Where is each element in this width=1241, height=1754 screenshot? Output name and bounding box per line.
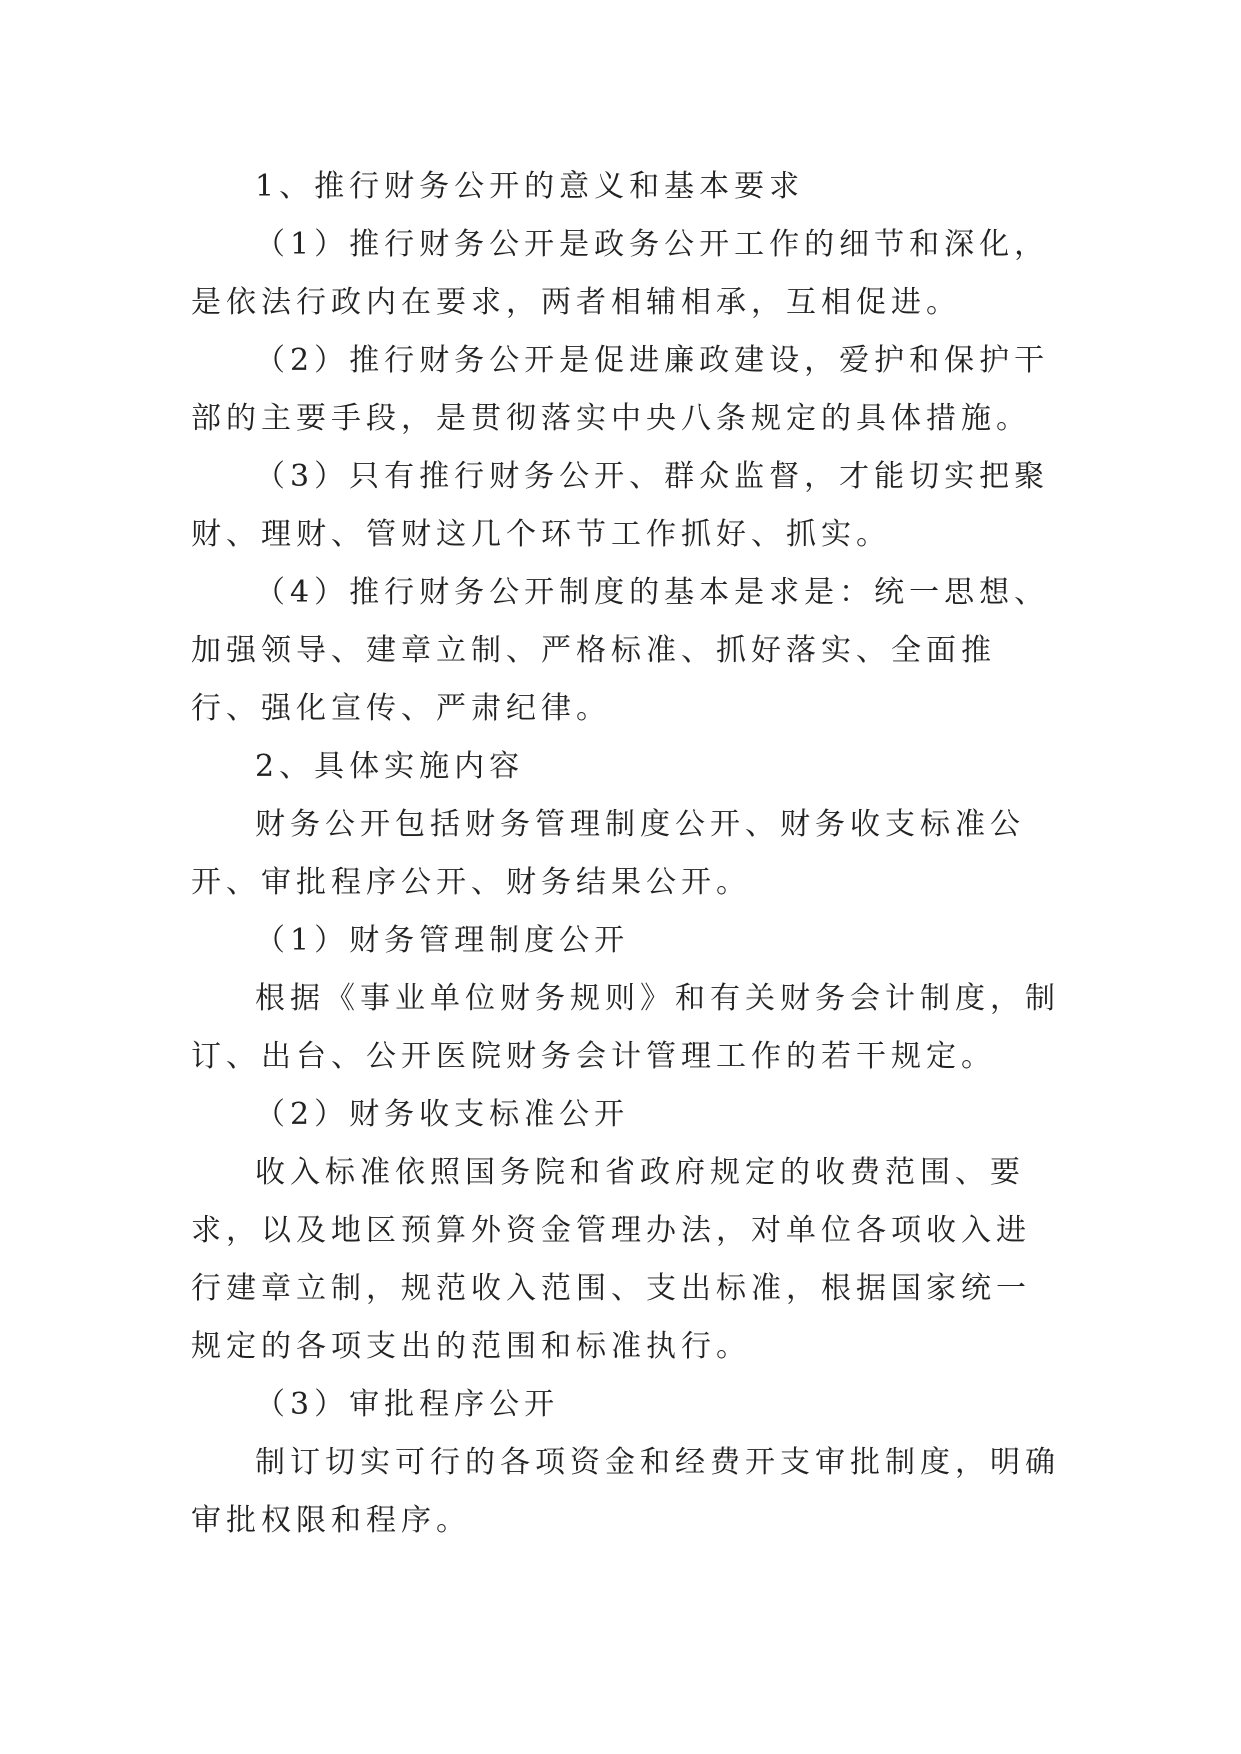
paragraph-point-3: （3）只有推行财务公开、群众监督，才能切实把聚财、理财、管财这几个环节工作抓好、抓实。 <box>191 459 1050 552</box>
paragraph-point-2: （2）推行财务公开是促进廉政建设，爱护和保护干部的主要手段，是贯彻落实中央八条规定的具体措施。 <box>191 343 1050 436</box>
paragraph-scope: 财务公开包括财务管理制度公开、财务收支标准公开、审批程序公开、财务结果公开。 <box>191 807 1025 900</box>
paragraph-income-expense-standards: 收入标准依照国务院和省政府规定的收费范围、要求，以及地区预算外资金管理办法，对单位各项收入进行建章立制，规范收入范围、支出标准，根据国家统一规定的各项支出的范围和标准执行。 <box>191 1155 1031 1364</box>
paragraph-point-1: （1）推行财务公开是政务公开工作的细节和深化，是依法行政内在要求，两者相辅相承，互相促进。 <box>191 227 1050 320</box>
paragraph-approval-procedure: 制订切实可行的各项资金和经费开支审批制度，明确审批权限和程序。 <box>191 1445 1060 1538</box>
document-body <box>191 158 1061 1550</box>
subheading-management-system: （1）财务管理制度公开 <box>255 923 630 958</box>
subheading-income-expense-standards: （2）财务收支标准公开 <box>255 1097 630 1132</box>
heading-implementation: 2、具体实施内容 <box>255 749 525 784</box>
subheading-approval-procedure: （3）审批程序公开 <box>255 1387 560 1422</box>
paragraph-point-4: （4）推行财务公开制度的基本是求是：统一思想、加强领导、建章立制、严格标准、抓好落实、全面推行、强化宣传、严肃纪律。 <box>191 575 1050 726</box>
heading-significance: 1、推行财务公开的意义和基本要求 <box>255 169 805 204</box>
paragraph-management-system: 根据《事业单位财务规则》和有关财务会计制度，制订、出台、公开医院财务会计管理工作的若干规定。 <box>191 981 1060 1074</box>
